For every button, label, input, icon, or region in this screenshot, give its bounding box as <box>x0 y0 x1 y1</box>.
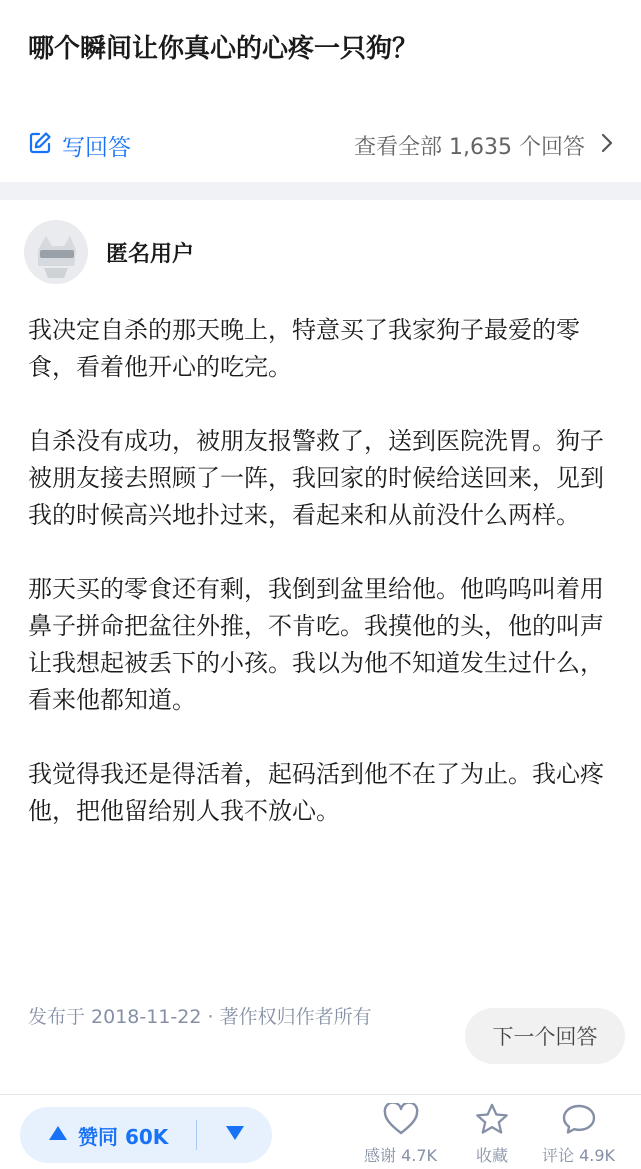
next-answer-button[interactable]: 下一个回答 <box>465 1008 625 1064</box>
answer-actions-row <box>0 118 641 174</box>
view-all-label: 查看全部 1,635 个回答 <box>354 134 585 160</box>
answer-paragraph: 我觉得我还是得活着，起码活到他不在了为止。我心疼他，把他留给别人我不放心。 <box>28 760 604 825</box>
comment-button[interactable] <box>542 1103 615 1166</box>
collect-label: 收藏 <box>475 1146 508 1165</box>
vote-up-button[interactable] <box>20 1107 168 1163</box>
vote-pill <box>20 1107 272 1163</box>
comment-label: 评论 4.9K <box>542 1146 616 1165</box>
heart-icon <box>383 1103 419 1139</box>
star-icon <box>474 1103 510 1139</box>
vote-up-label: 赞同 60K <box>78 1124 169 1149</box>
view-all-answers-link[interactable] <box>354 128 613 162</box>
answer-content <box>28 312 608 867</box>
triangle-up-icon <box>48 1125 68 1145</box>
thanks-button[interactable] <box>364 1103 437 1166</box>
collect-button[interactable] <box>474 1103 510 1166</box>
chevron-right-icon <box>601 133 613 157</box>
triangle-down-icon <box>225 1125 245 1145</box>
section-divider <box>0 182 641 200</box>
question-title: 哪个瞬间让你真心的心疼一只狗？ <box>28 34 419 64</box>
vote-down-button[interactable] <box>197 1107 272 1163</box>
author-info <box>24 220 194 284</box>
edit-icon <box>28 131 52 159</box>
write-answer-label: 写回答 <box>62 134 131 161</box>
answer-paragraph: 自杀没有成功，被朋友报警救了，送到医院洗胃。狗子被朋友接去照顾了一阵，我回家的时候给送回来，见到我的时候高兴地扑过来，看起来和从前没什么两样。 <box>28 427 604 529</box>
publish-meta: 发布于 2018-11-22 · 著作权归作者所有 <box>28 1006 372 1028</box>
bottom-action-bar <box>0 1094 641 1169</box>
anonymous-avatar[interactable] <box>24 220 88 284</box>
thanks-label: 感谢 4.7K <box>364 1146 438 1165</box>
answer-paragraph: 我决定自杀的那天晚上，特意买了我家狗子最爱的零食，看着他开心的吃完。 <box>28 316 580 381</box>
write-answer-button[interactable] <box>28 128 131 162</box>
comment-bubble-icon <box>561 1103 597 1139</box>
answer-paragraph: 那天买的零食还有剩，我倒到盆里给他。他呜呜叫着用鼻子拼命把盆往外推，不肯吃。我摸他的头，他的叫声让我想起被丢下的小孩。我以为他不知道发生过什么，看来他都知道。 <box>28 575 604 714</box>
author-name[interactable]: 匿名用户 <box>106 241 195 267</box>
